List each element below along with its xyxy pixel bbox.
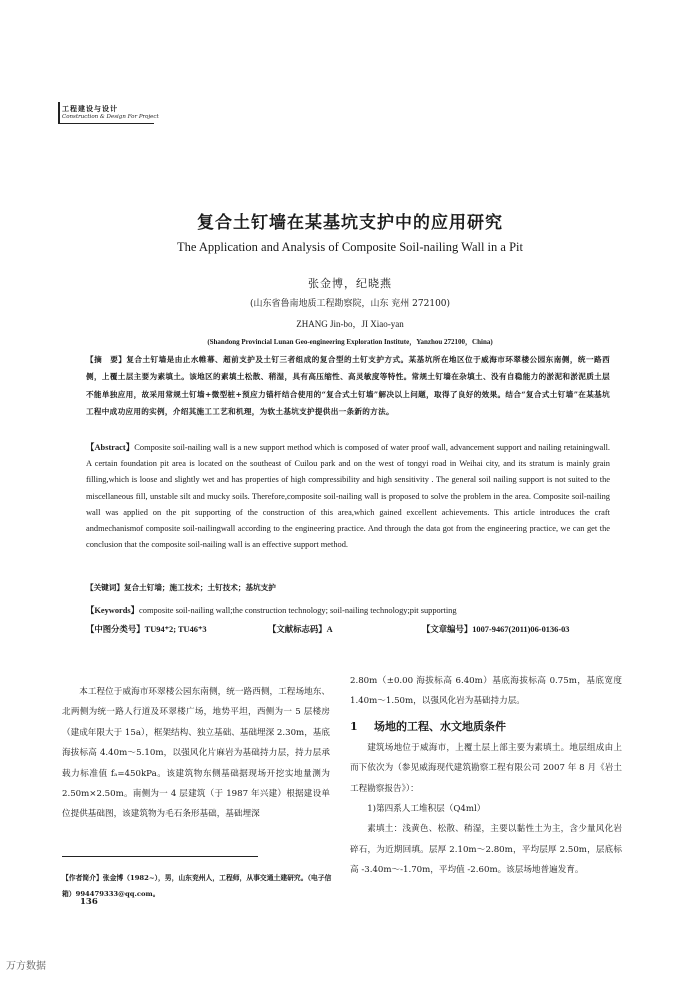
article-number: 【文章编号】1007-9467(2011)06-0136-03 xyxy=(422,625,570,634)
abstract-en xyxy=(86,440,610,553)
authors-en: ZHANG Jin-bo，JI Xiao-yan xyxy=(296,319,404,329)
abstract-en-label: 【Abstract】 xyxy=(86,443,135,452)
keywords-en-text: composite soil-nailing wall;the construction technology; soil-nailing technology;pit supporting xyxy=(139,606,457,615)
section1-paragraph: 建筑场地位于威海市，上覆土层上部主要为素填土。地层组成由上而下依次为（参见威海现代建筑勘察工程有限公司 2007 年 8 月《岩土工程勘察报告》）： xyxy=(350,742,622,794)
affiliation-en: (Shandong Provincial Lunan Geo-engineering Exploration Institute，Yanzhou 272100，China) xyxy=(207,338,493,346)
abstract-zh-text: 复合土钉墙是由止水帷幕、超前支护及土钉三者组成的复合型的土钉支护方式。某基坑所在地区位于威海市环翠楼公园东南侧，统一路西侧，上覆土层主要为素填土。该地区的素填土松散、稍湿，具有高压缩性、高灵敏度等特性。常规土钉墙在杂填土、没有自稳能力的淤泥和淤泥质土层不能单独应用，故采用常规土钉墙+微型桩+预应力锚杆结合使用的“复合式土钉墙”解决以上问题，取得了良好的效果。结合“复合式土钉墙”在某基坑工程中成功应用的实例，介绍其施工工艺和机理，为软土基坑支护提供出一条新的方法。 xyxy=(86,355,610,417)
abstract-zh-label: 【摘 要】 xyxy=(86,355,127,364)
footnote-rule xyxy=(62,856,258,857)
intro-paragraph-right: 2.80m（±0.00 海拔标高 6.40m）基底海拔标高 0.75m，基底宽度 1.40m～1.50m，以强风化岩为基础持力层。 xyxy=(350,676,622,707)
author-footnote: 【作者简介】张金博（1982~），男，山东兖州人，工程师，从事交通土建研究。（电子信箱）994479333@qq.com。 xyxy=(62,874,332,898)
keywords-zh xyxy=(86,582,610,593)
section-heading-1 xyxy=(350,716,622,738)
journal-header-bar xyxy=(58,102,60,124)
keywords-en xyxy=(86,604,610,616)
abstract-en-text: Composite soil-nailing wall is a new support method which is composed of water proof wall, advancement support and nailing retainingwall. A certain foundation pit area is located on the southeast of Cuilou park and on the west of tongyi road in Weihai city, and its stratum is mainly grain filling,which is loose and slightly wet and has properties of high compressibility and high sensitivity . The general soil nailing support is not suited to the miscellaneous fill, unstable silt and mucky soils. Therefore,composite soil-nailing wall is proposed to solve the problem in the area. Composite soil-nailing wall was applied on the pit supporting of the construction of this area,which gained excellent achievements. This article introduces the craft andmechanismof composite soil-nailingwall according to the engineering practice. And through the data got from the engineering practice, we can get the conclusion that the composite soil-nailing wall is an effective support method. xyxy=(86,443,610,550)
section-title: 场地的工程、水文地质条件 xyxy=(374,719,506,733)
authors-zh: 张金博，纪晓燕 xyxy=(308,277,392,290)
section1-paragraph-fill: 素填土：浅黄色、松散、稍湿，主要以黏性土为主，含少量风化岩碎石，为近期回填。层厚 2.10m～2.80m，平均层厚 2.50m，层底标高 -3.40m～-1.70m，平均值 -2.60m。该层场地普遍发育。 xyxy=(350,824,622,876)
paper-title-en: The Application and Analysis of Composite Soil-nailing Wall in a Pit xyxy=(177,240,523,254)
keywords-en-label: 【Keywords】 xyxy=(86,606,140,615)
body-left-column xyxy=(62,682,330,825)
body-right-column xyxy=(350,671,622,881)
section-number: 1 xyxy=(350,719,358,733)
wanfang-watermark: 万方数据 xyxy=(6,961,46,972)
paper-title-zh: 复合土钉墙在某基坑支护中的应用研究 xyxy=(197,213,503,233)
document-code: 【文献标志码】A xyxy=(268,625,333,634)
intro-paragraph-left: 本工程位于威海市环翠楼公园东南侧，统一路西侧，工程场地东、北两侧为统一路人行道及环翠楼广场，地势平坦，西侧为一 5 层楼房（建成年限大于 15a），框架结构、独立基础、基础埋深 2.30m，基底海拔标高 4.40m～5.10m，以强风化片麻岩为基础持力层，持力层承载力标准值 fₐ=450kPa。该建筑物东侧基础据现场开挖实地量测为 2.50m×2.50m。南侧为一 4 层建筑（于 1987 年兴建）根据建设单位提供基础图，该建筑物为毛石条形基础，基础埋深 xyxy=(62,687,330,820)
keywords-zh-text: 复合土钉墙；施工技术；土钉技术；基坑支护 xyxy=(123,583,276,592)
journal-name-zh: 工程建设与设计 xyxy=(62,104,118,113)
journal-name-en: Construction & Design For Project xyxy=(62,114,159,120)
keywords-zh-label: 【关键词】 xyxy=(86,583,124,592)
page-number: 136 xyxy=(80,897,98,907)
subsection-heading: 1)第四系人工堆积层（Q4ml） xyxy=(367,804,486,815)
journal-header-rule xyxy=(58,123,154,124)
clc-number: 【中图分类号】TU94⁺2; TU46⁺3 xyxy=(86,625,207,634)
abstract-zh xyxy=(86,351,610,421)
affiliation-zh: (山东省鲁南地质工程勘察院，山东 兖州 272100) xyxy=(249,299,451,309)
